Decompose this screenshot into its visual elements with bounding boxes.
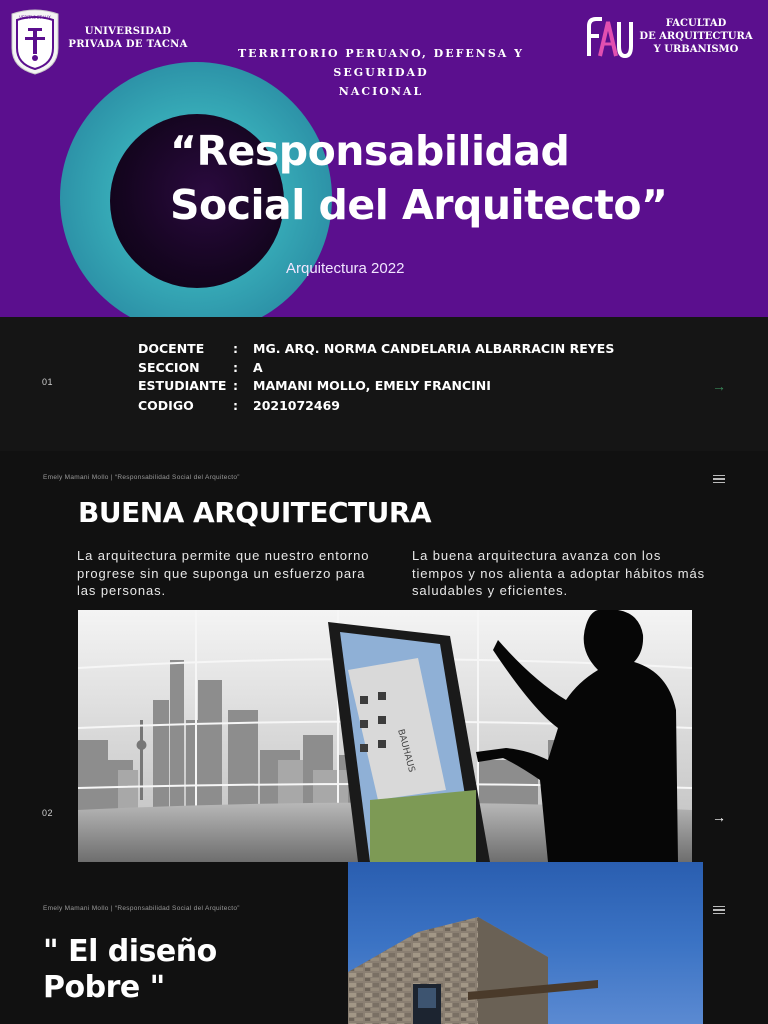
university-seal-logo — [8, 8, 62, 76]
menu-icon[interactable] — [713, 475, 725, 483]
breadcrumb: Emely Mamani Mollo | “Responsabilidad Social del Arquitecto” — [43, 905, 240, 912]
info-colon: : — [233, 360, 238, 375]
next-arrow-icon[interactable]: → — [712, 378, 726, 394]
next-arrow-icon[interactable]: → — [712, 809, 726, 825]
section-heading: BUENA ARQUITECTURA — [78, 496, 432, 529]
info-label: DOCENTE — [138, 341, 205, 356]
page-number: 02 — [42, 808, 54, 818]
poor-design-section — [0, 862, 768, 1024]
presentation-subtitle: Arquitectura 2022 — [286, 260, 405, 277]
faculty-logo — [586, 16, 634, 60]
architect-silhouette-image — [78, 610, 692, 862]
architect-illustration — [78, 610, 692, 862]
info-value: MAMANI MOLLO, EMELY FRANCINI — [253, 378, 491, 393]
page-number: 01 — [42, 377, 54, 387]
paragraph-left: La arquitectura permite que nuestro entorno progrese sin que suponga un esfuerzo para las personas. — [77, 548, 370, 598]
svg-text:BAUHAUS: BAUHAUS — [395, 728, 417, 774]
territory-motto: TERRITORIO PERUANO, DEFENSA Y SEGURIDAD NACIONAL — [237, 47, 525, 98]
info-label: ESTUDIANTE — [138, 378, 227, 393]
info-value: MG. ARQ. NORMA CANDELARIA ALBARRACIN REYES — [253, 341, 615, 356]
good-architecture-section — [0, 451, 768, 862]
faculty-name: FACULTAD DE ARQUITECTURA Y URBANISMO — [639, 18, 753, 55]
info-label: CODIGO — [138, 398, 194, 413]
breadcrumb: Emely Mamani Mollo | “Responsabilidad Social del Arquitecto” — [43, 474, 240, 481]
info-value: 2021072469 — [253, 398, 340, 413]
university-name: UNIVERSIDAD PRIVADA DE TACNA — [68, 26, 188, 50]
info-value: A — [253, 360, 263, 375]
info-colon: : — [233, 341, 238, 356]
svg-text:VERITAS ET LUX: VERITAS ET LUX — [19, 15, 51, 20]
cover-header — [0, 0, 768, 317]
author-info-panel — [0, 317, 768, 451]
presentation-title: “Responsabilidad Social del Arquitecto” — [170, 127, 668, 229]
menu-icon[interactable] — [713, 906, 725, 914]
info-colon: : — [233, 378, 238, 393]
info-colon: : — [233, 398, 238, 413]
info-label: SECCION — [138, 360, 200, 375]
stone-house-image — [348, 862, 703, 1024]
section-quote: " El diseño Pobre " — [43, 934, 217, 1005]
stone-house-illustration — [348, 862, 703, 1024]
paragraph-right: La buena arquitectura avanza con los tiempos y nos alienta a adoptar hábitos más saludables y eficientes. — [412, 548, 706, 598]
